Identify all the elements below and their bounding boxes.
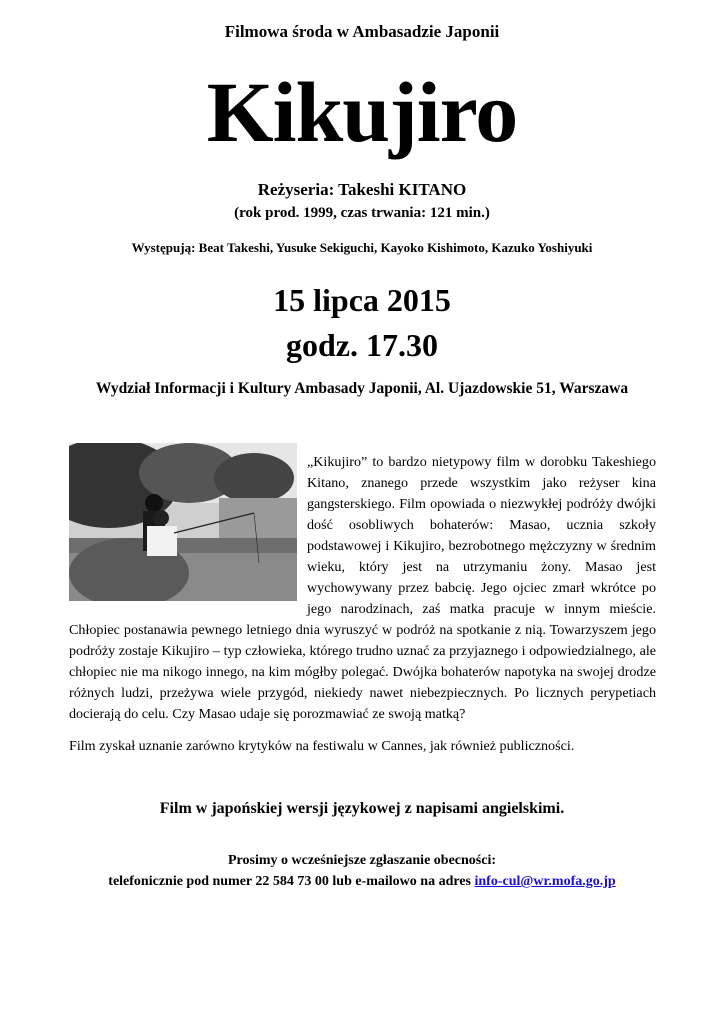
language-note: Film w japońskiej wersji językowej z napisami angielskimi. xyxy=(159,800,565,817)
cast-line: Występują: Beat Takeshi, Yusuke Sekiguchi, Kayoko Kishimoto, Kazuko Yoshiyuki xyxy=(131,240,593,255)
event-venue: Wydział Informacji i Kultury Ambasady Japonii, Al. Ujazdowskie 51, Warszawa xyxy=(95,380,629,397)
event-series-header: Filmowa środa w Ambasadzie Japonii xyxy=(224,22,500,41)
director-line: Reżyseria: Takeshi KITANO xyxy=(257,180,467,199)
film-description xyxy=(69,452,656,725)
film-title: Kikujiro xyxy=(206,64,518,160)
email-link[interactable]: info-cul@wr.mofa.go.jp xyxy=(474,874,616,889)
rsvp-heading: Prosimy o wcześniejsze zgłaszanie obecności: xyxy=(227,853,496,868)
award-note: Film zyskał uznanie zarówno krytyków na festiwalu w Cannes, jak również publiczności. xyxy=(69,738,575,754)
rsvp-contact xyxy=(0,874,724,890)
production-info: (rok prod. 1999, czas trwania: 121 min.) xyxy=(234,205,490,221)
rsvp-phone-text: telefonicznie pod numer 22 584 73 00 lub e-mailowo na adres xyxy=(108,874,475,889)
event-time: godz. 17.30 xyxy=(286,327,438,363)
event-date: 15 lipca 2015 xyxy=(273,282,451,318)
description-text: „Kikujiro” to bardzo nietypowy film w dorobku Takeshiego Kitano, znanego przede wszystkim jako reżyser kina gangsterskiego. Film opowiada o niezwykłej podróży dwójki dość osobliwych bohaterów: Masao, ucznia szkoły podstawowej i Kikujiro, bezrobotnego mężczyzny w średnim wieku, który jest na utrzymaniu żony. Masao jest wychowywany przez babcię. Jego ojciec zmarł wkrótce po jego narodzinach, zaś matka pracuje w innym mieście. Chłopiec postanawia pewnego letniego dnia wyruszyć w podróż na spotkanie z nią. Towarzyszem jego podróży zostaje Kikujiro – typ człowieka, którego trudno uznać za przyjaznego i odpowiedzialnego, ale chłopiec nie ma nikogo innego, na kim mógłby polegać. Dwójka bohaterów napotyka na swojej drodze różnych ludzi, przeżywa wiele przygód, niekiedy nawet niebezpiecznych. Po licznych perypetiach docierają do celu. Czy Masao udaje się porozmawiać ze swoją matką? xyxy=(69,454,656,722)
